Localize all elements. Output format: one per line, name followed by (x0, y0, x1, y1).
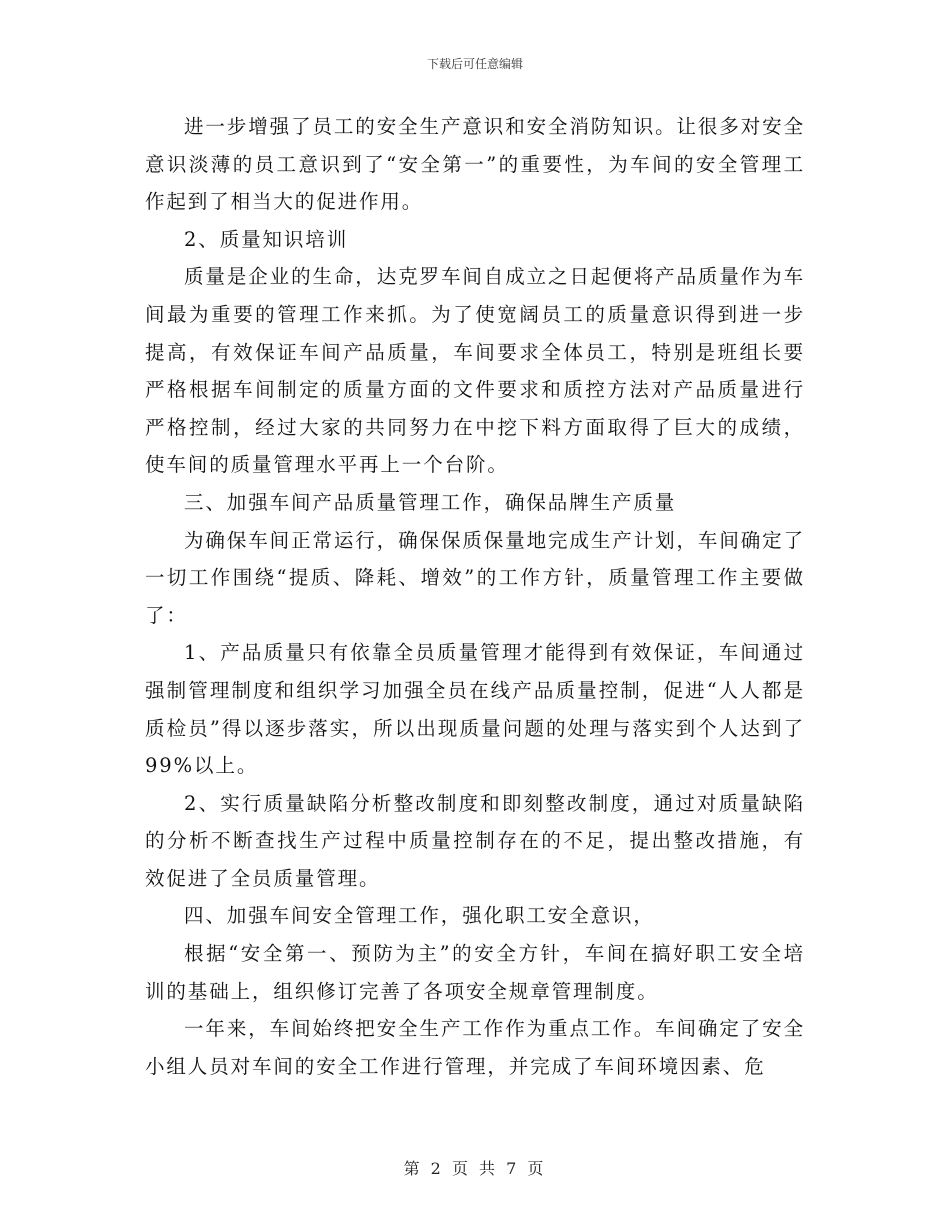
paragraph-item-two: 2、实行质量缺陷分析整改制度和即刻整改制度，通过对质量缺陷的分析不断查找生产过程中质量控制存在的不足，提出整改措施，有效促进了全员质量管理。 (145, 791, 805, 890)
page-header: 下载后可任意编辑 (426, 57, 523, 71)
paragraph-safety-awareness: 进一步增强了员工的安全生产意识和安全消防知识。让很多对安全意识淡薄的员工意识到了“安全第一”的重要性，为车间的安全管理工作起到了相当大的促进作用。 (145, 115, 805, 214)
paragraph-quality-policy: 为确保车间正常运行，确保保质保量地完成生产计划，车间确定了一切工作围绕“提质、降耗、增效”的工作方针，质量管理工作主要做了： (145, 528, 805, 627)
heading-quality-training: 2、质量知识培训 (184, 227, 349, 251)
paragraph-yearly-safety: 一年来，车间始终把安全生产工作作为重点工作。车间确定了安全小组人员对车间的安全工作进行管理，并完成了车间环境因素、危 (145, 1017, 805, 1078)
heading-section-three: 三、加强车间产品质量管理工作，确保品牌生产质量 (184, 490, 677, 514)
page-number: 第 2 页 共 7 页 (403, 1159, 547, 1178)
paragraph-item-one: 1、产品质量只有依靠全员质量管理才能得到有效保证，车间通过强制管理制度和组织学习加强全员在线产品质量控制，促进“人人都是质检员”得以逐步落实，所以出现质量问题的处理与落实到个人达到了99%以上。 (145, 641, 805, 778)
paragraph-safety-policy: 根据“安全第一、预防为主”的安全方针，车间在搞好职工安全培训的基础上，组织修订完善了各项安全规章管理制度。 (145, 942, 805, 1003)
paragraph-quality-training: 质量是企业的生命，达克罗车间自成立之日起便将产品质量作为车间最为重要的管理工作来抓。为了使宽阔员工的质量意识得到进一步提高，有效保证车间产品质量，车间要求全体员工，特别是班组长要严格根据车间制定的质量方面的文件要求和质控方法对产品质量进行严格控制，经过大家的共同努力在中挖下料方面取得了巨大的成绩，使车间的质量管理水平再上一个台阶。 (145, 265, 805, 477)
document-body (145, 108, 805, 1085)
heading-section-four: 四、加强车间安全管理工作，强化职工安全意识， (184, 904, 655, 928)
